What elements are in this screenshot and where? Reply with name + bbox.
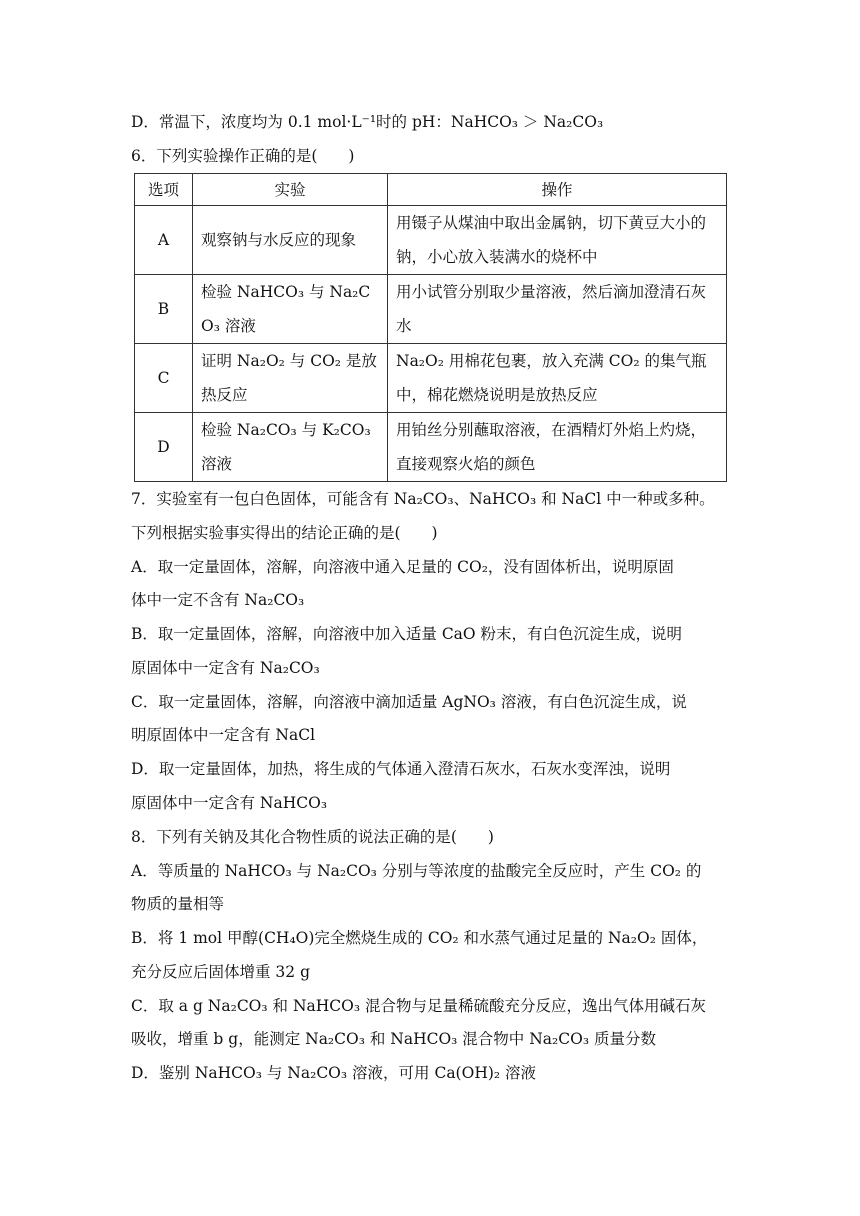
q7-option-d-line-2: 原固体中一定含有 NaHCO₃ [131, 794, 328, 812]
q8-option-b-line-1: B．将 1 mol 甲醇(CH₄O)完全燃烧生成的 CO₂ 和水蒸气通过足量的 Na₂O₂ 固体， [131, 929, 708, 947]
q7-option-b-line-1: B．取一定量固体，溶解，向溶液中加入适量 CaO 粉末，有白色沉淀生成，说明 [131, 625, 683, 643]
row-operation: 用铂丝分别蘸取溶液，在酒精灯外焰上灼烧，直接观察火焰的颜色 [388, 413, 727, 482]
row-experiment: 观察钠与水反应的现象 [193, 206, 388, 275]
q6-header-operation: 操作 [388, 174, 727, 206]
row-experiment: 检验 NaHCO₃ 与 Na₂CO₃ 溶液 [193, 275, 388, 344]
q7-stem-line-2: 下列根据实验事实得出的结论正确的是( ) [131, 524, 438, 542]
q8-stem: 8．下列有关钠及其化合物性质的说法正确的是( ) [131, 828, 494, 846]
q6-stem: 6．下列实验操作正确的是( ) [131, 147, 355, 165]
row-operation: Na₂O₂ 用棉花包裹，放入充满 CO₂ 的集气瓶中，棉花燃烧说明是放热反应 [388, 344, 727, 413]
row-experiment: 证明 Na₂O₂ 与 CO₂ 是放热反应 [193, 344, 388, 413]
q7-option-c-line-1: C．取一定量固体，溶解，向溶液中滴加适量 AgNO₃ 溶液，有白色沉淀生成，说 [131, 693, 687, 711]
q6-table [134, 173, 727, 482]
q7-option-d-line-1: D．取一定量固体，加热，将生成的气体通入澄清石灰水，石灰水变浑浊，说明 [131, 760, 671, 778]
row-option: D [135, 413, 193, 482]
table-row [135, 413, 727, 482]
q7-option-a-line-2: 体中一定不含有 Na₂CO₃ [131, 591, 305, 609]
q5-option-d: D．常温下，浓度均为 0.1 mol·L⁻¹时的 pH：NaHCO₃ ＞ Na₂CO₃ [131, 113, 604, 131]
q8-option-b-line-2: 充分反应后固体增重 32 g [131, 963, 310, 981]
table-row [135, 344, 727, 413]
q7-stem-line-1: 7．实验室有一包白色固体，可能含有 Na₂CO₃、NaHCO₃ 和 NaCl 中一种或多种。 [131, 490, 715, 508]
row-operation: 用小试管分别取少量溶液，然后滴加澄清石灰水 [388, 275, 727, 344]
q6-header-experiment: 实验 [193, 174, 388, 206]
q6-header-option: 选项 [135, 174, 193, 206]
q8-option-d: D．鉴别 NaHCO₃ 与 Na₂CO₃ 溶液，可用 Ca(OH)₂ 溶液 [131, 1064, 537, 1082]
q8-option-c-line-1: C．取 a g Na₂CO₃ 和 NaHCO₃ 混合物与足量稀硫酸充分反应，逸出气体用碱石灰 [131, 997, 706, 1015]
q7-option-b-line-2: 原固体中一定含有 Na₂CO₃ [131, 659, 320, 677]
row-operation: 用镊子从煤油中取出金属钠，切下黄豆大小的钠，小心放入装满水的烧杯中 [388, 206, 727, 275]
table-row [135, 206, 727, 275]
q8-option-c-line-2: 吸收，增重 b g，能测定 Na₂CO₃ 和 NaHCO₃ 混合物中 Na₂CO₃ 质量分数 [131, 1030, 656, 1048]
q7-option-a-line-1: A．取一定量固体，溶解，向溶液中通入足量的 CO₂，没有固体析出，说明原固 [131, 558, 674, 576]
row-option: B [135, 275, 193, 344]
q8-option-a-line-1: A．等质量的 NaHCO₃ 与 Na₂CO₃ 分别与等浓度的盐酸完全反应时，产生 CO₂ 的 [131, 862, 702, 880]
row-option: C [135, 344, 193, 413]
q6-table-header [135, 174, 727, 206]
q7-option-c-line-2: 明原固体中一定含有 NaCl [131, 726, 316, 744]
table-row [135, 275, 727, 344]
row-experiment: 检验 Na₂CO₃ 与 K₂CO₃ 溶液 [193, 413, 388, 482]
row-option: A [135, 206, 193, 275]
q8-option-a-line-2: 物质的量相等 [131, 895, 225, 913]
